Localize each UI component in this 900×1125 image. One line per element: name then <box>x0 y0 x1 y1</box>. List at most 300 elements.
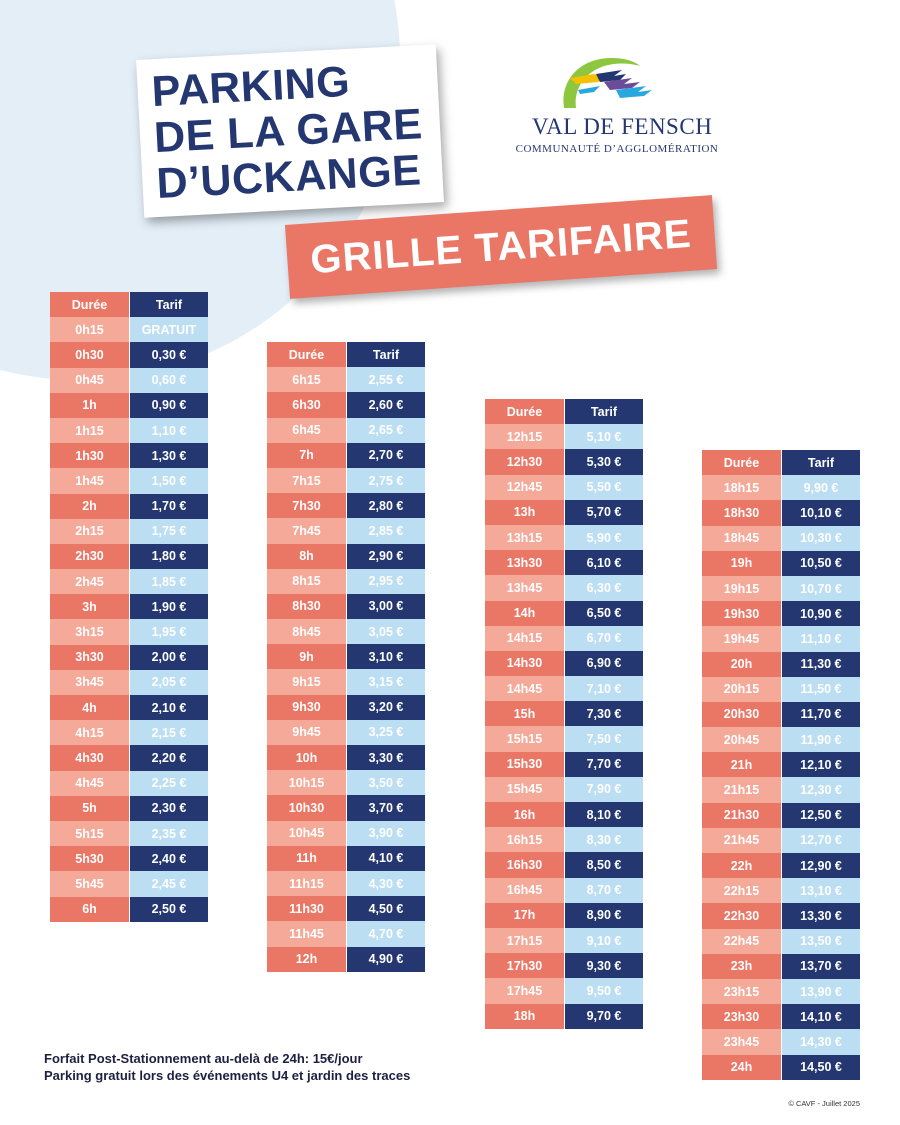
table-row <box>702 954 860 979</box>
table-row <box>485 802 643 827</box>
duration-cell: 23h45 <box>702 1029 781 1054</box>
logo-subtitle: COMMUNAUTÉ D’AGGLOMÉRATION <box>515 143 719 155</box>
table-row <box>485 575 643 600</box>
table-row <box>702 1004 860 1029</box>
tariff-cell: 1,30 € <box>129 443 208 468</box>
table-row <box>485 903 643 928</box>
table-header <box>50 292 208 317</box>
tariff-table-1 <box>50 292 208 922</box>
duration-cell: 8h <box>267 544 346 569</box>
duration-cell: 17h15 <box>485 928 564 953</box>
tariff-cell: 8,30 € <box>564 827 643 852</box>
table-row <box>50 619 208 644</box>
duration-cell: 21h45 <box>702 828 781 853</box>
header-duration: Durée <box>267 342 346 367</box>
duration-cell: 12h30 <box>485 449 564 474</box>
table-row <box>50 871 208 896</box>
table-row <box>702 677 860 702</box>
table-row <box>50 418 208 443</box>
table-row <box>267 947 425 972</box>
table-row <box>485 601 643 626</box>
table-row <box>267 720 425 745</box>
tariff-cell: 2,15 € <box>129 720 208 745</box>
tariff-cell: 9,30 € <box>564 953 643 978</box>
tariff-cell: 13,30 € <box>781 903 860 928</box>
tariff-cell: 7,50 € <box>564 726 643 751</box>
duration-cell: 3h45 <box>50 670 129 695</box>
duration-cell: 10h15 <box>267 770 346 795</box>
table-row <box>267 669 425 694</box>
tariff-cell: 7,90 € <box>564 777 643 802</box>
table-row <box>50 645 208 670</box>
tariff-cell: 3,20 € <box>346 695 425 720</box>
tariff-cell: 13,50 € <box>781 929 860 954</box>
duration-cell: 20h15 <box>702 677 781 702</box>
duration-cell: 8h30 <box>267 594 346 619</box>
tariff-cell: 9,70 € <box>564 1004 643 1029</box>
header-duration: Durée <box>702 450 781 475</box>
tariff-cell: 3,70 € <box>346 795 425 820</box>
table-row <box>485 726 643 751</box>
header-tariff: Tarif <box>564 399 643 424</box>
duration-cell: 13h <box>485 500 564 525</box>
tariff-cell: 2,55 € <box>346 367 425 392</box>
tariff-table-2 <box>267 342 425 972</box>
tariff-cell: 1,90 € <box>129 594 208 619</box>
table-row <box>50 342 208 367</box>
table-header <box>702 450 860 475</box>
tariff-cell: 1,85 € <box>129 569 208 594</box>
table-row <box>267 795 425 820</box>
duration-cell: 7h <box>267 443 346 468</box>
tariff-cell: GRATUIT <box>129 317 208 342</box>
tariff-cell: 11,30 € <box>781 652 860 677</box>
tariff-table-4 <box>702 450 860 1080</box>
tariff-cell: 2,20 € <box>129 745 208 770</box>
duration-cell: 1h30 <box>50 443 129 468</box>
duration-cell: 13h15 <box>485 525 564 550</box>
table-row <box>702 777 860 802</box>
duration-cell: 22h <box>702 853 781 878</box>
table-row <box>50 695 208 720</box>
table-row <box>267 871 425 896</box>
tariff-cell: 3,05 € <box>346 619 425 644</box>
duration-cell: 0h30 <box>50 342 129 367</box>
tariff-cell: 2,35 € <box>129 821 208 846</box>
tariff-cell: 2,25 € <box>129 771 208 796</box>
table-row <box>702 803 860 828</box>
tariff-cell: 2,95 € <box>346 569 425 594</box>
tariff-cell: 2,80 € <box>346 493 425 518</box>
table-row <box>50 821 208 846</box>
tariff-cell: 8,10 € <box>564 802 643 827</box>
tariff-cell: 3,10 € <box>346 644 425 669</box>
tariff-cell: 10,10 € <box>781 500 860 525</box>
tariff-cell: 13,90 € <box>781 979 860 1004</box>
table-row <box>702 853 860 878</box>
tariff-cell: 3,25 € <box>346 720 425 745</box>
table-header <box>267 342 425 367</box>
duration-cell: 20h <box>702 652 781 677</box>
header-duration: Durée <box>50 292 129 317</box>
duration-cell: 0h15 <box>50 317 129 342</box>
tariff-cell: 12,30 € <box>781 777 860 802</box>
table-row <box>50 544 208 569</box>
tariff-cell: 1,75 € <box>129 519 208 544</box>
tariff-cell: 1,70 € <box>129 494 208 519</box>
tariff-cell: 10,70 € <box>781 576 860 601</box>
table-row <box>702 551 860 576</box>
table-row <box>267 367 425 392</box>
duration-cell: 11h30 <box>267 896 346 921</box>
duration-cell: 20h45 <box>702 727 781 752</box>
table-row <box>485 878 643 903</box>
table-row <box>485 500 643 525</box>
logo-name: VAL DE FENSCH <box>532 114 713 139</box>
table-row <box>702 878 860 903</box>
duration-cell: 5h15 <box>50 821 129 846</box>
table-row <box>50 368 208 393</box>
table-row <box>50 720 208 745</box>
duration-cell: 23h30 <box>702 1004 781 1029</box>
tariff-cell: 1,10 € <box>129 418 208 443</box>
duration-cell: 18h15 <box>702 475 781 500</box>
tariff-cell: 6,30 € <box>564 575 643 600</box>
table-row <box>50 745 208 770</box>
duration-cell: 20h30 <box>702 702 781 727</box>
table-row <box>485 701 643 726</box>
duration-cell: 2h <box>50 494 129 519</box>
duration-cell: 19h45 <box>702 626 781 651</box>
duration-cell: 4h45 <box>50 771 129 796</box>
duration-cell: 7h45 <box>267 518 346 543</box>
table-row <box>50 771 208 796</box>
table-row <box>702 526 860 551</box>
tariff-cell: 10,30 € <box>781 526 860 551</box>
duration-cell: 14h <box>485 601 564 626</box>
duration-cell: 13h30 <box>485 550 564 575</box>
duration-cell: 9h15 <box>267 669 346 694</box>
duration-cell: 19h15 <box>702 576 781 601</box>
table-row <box>485 676 643 701</box>
table-row <box>485 651 643 676</box>
table-row <box>702 929 860 954</box>
tariff-cell: 3,50 € <box>346 770 425 795</box>
table-row <box>702 1029 860 1054</box>
tariff-cell: 4,50 € <box>346 896 425 921</box>
tariff-cell: 5,30 € <box>564 449 643 474</box>
table-row <box>267 594 425 619</box>
duration-cell: 17h30 <box>485 953 564 978</box>
duration-cell: 11h45 <box>267 921 346 946</box>
duration-cell: 2h30 <box>50 544 129 569</box>
tariff-cell: 12,70 € <box>781 828 860 853</box>
duration-cell: 0h45 <box>50 368 129 393</box>
tariff-cell: 7,30 € <box>564 701 643 726</box>
duration-cell: 11h <box>267 846 346 871</box>
table-row <box>267 443 425 468</box>
duration-cell: 12h15 <box>485 424 564 449</box>
table-row <box>702 601 860 626</box>
tariff-cell: 9,50 € <box>564 978 643 1003</box>
table-row <box>485 449 643 474</box>
duration-cell: 15h <box>485 701 564 726</box>
table-row <box>50 670 208 695</box>
table-row <box>485 953 643 978</box>
table-row <box>485 424 643 449</box>
table-row <box>702 828 860 853</box>
table-row <box>267 569 425 594</box>
table-row <box>267 896 425 921</box>
table-row <box>267 619 425 644</box>
duration-cell: 10h <box>267 745 346 770</box>
tariff-cell: 8,90 € <box>564 903 643 928</box>
title-line-3: D’UCKANGE <box>155 146 423 209</box>
table-row <box>267 921 425 946</box>
duration-cell: 19h30 <box>702 601 781 626</box>
table-row <box>50 569 208 594</box>
duration-cell: 6h <box>50 897 129 922</box>
table-row <box>50 443 208 468</box>
tariff-cell: 5,90 € <box>564 525 643 550</box>
duration-cell: 9h30 <box>267 695 346 720</box>
duration-cell: 18h30 <box>702 500 781 525</box>
table-header <box>485 399 643 424</box>
tariff-cell: 11,10 € <box>781 626 860 651</box>
table-row <box>702 500 860 525</box>
tariff-cell: 0,30 € <box>129 342 208 367</box>
table-row <box>50 796 208 821</box>
table-row <box>50 317 208 342</box>
tariff-cell: 4,70 € <box>346 921 425 946</box>
tariff-cell: 1,50 € <box>129 468 208 493</box>
header-tariff: Tarif <box>129 292 208 317</box>
duration-cell: 2h15 <box>50 519 129 544</box>
val-de-fensch-logo <box>512 52 722 162</box>
duration-cell: 14h45 <box>485 676 564 701</box>
tariff-cell: 14,30 € <box>781 1029 860 1054</box>
tariff-cell: 2,60 € <box>346 392 425 417</box>
tariff-cell: 3,30 € <box>346 745 425 770</box>
duration-cell: 17h45 <box>485 978 564 1003</box>
table-row <box>485 978 643 1003</box>
duration-cell: 10h30 <box>267 795 346 820</box>
tariff-cell: 11,70 € <box>781 702 860 727</box>
tariff-cell: 12,10 € <box>781 752 860 777</box>
table-row <box>267 644 425 669</box>
duration-cell: 17h <box>485 903 564 928</box>
duration-cell: 18h45 <box>702 526 781 551</box>
duration-cell: 16h45 <box>485 878 564 903</box>
duration-cell: 22h15 <box>702 878 781 903</box>
duration-cell: 3h30 <box>50 645 129 670</box>
duration-cell: 8h45 <box>267 619 346 644</box>
duration-cell: 21h30 <box>702 803 781 828</box>
duration-cell: 5h <box>50 796 129 821</box>
duration-cell: 7h30 <box>267 493 346 518</box>
duration-cell: 5h30 <box>50 846 129 871</box>
duration-cell: 6h45 <box>267 418 346 443</box>
footnotes <box>44 1050 410 1084</box>
table-row <box>267 745 425 770</box>
table-row <box>702 903 860 928</box>
duration-cell: 15h45 <box>485 777 564 802</box>
duration-cell: 10h45 <box>267 821 346 846</box>
tariff-cell: 1,95 € <box>129 619 208 644</box>
copyright: © CAVF - Juillet 2025 <box>788 1099 860 1108</box>
table-row <box>267 468 425 493</box>
duration-cell: 8h15 <box>267 569 346 594</box>
tariff-cell: 2,75 € <box>346 468 425 493</box>
table-row <box>267 493 425 518</box>
tariff-cell: 13,10 € <box>781 878 860 903</box>
table-row <box>50 468 208 493</box>
tariff-cell: 4,90 € <box>346 947 425 972</box>
header-tariff: Tarif <box>346 342 425 367</box>
table-row <box>267 518 425 543</box>
table-row <box>485 475 643 500</box>
duration-cell: 4h <box>50 695 129 720</box>
tariff-cell: 14,50 € <box>781 1055 860 1080</box>
duration-cell: 11h15 <box>267 871 346 896</box>
tariff-cell: 2,40 € <box>129 846 208 871</box>
tariff-cell: 2,10 € <box>129 695 208 720</box>
tariff-cell: 2,00 € <box>129 645 208 670</box>
duration-cell: 13h45 <box>485 575 564 600</box>
tariff-cell: 9,10 € <box>564 928 643 953</box>
duration-cell: 6h15 <box>267 367 346 392</box>
duration-cell: 12h45 <box>485 475 564 500</box>
duration-cell: 16h30 <box>485 852 564 877</box>
table-row <box>702 1055 860 1080</box>
footnote-events: Parking gratuit lors des événements U4 et jardin des traces <box>44 1068 411 1083</box>
title-line-2: DE LA GARE <box>152 100 424 163</box>
table-row <box>267 544 425 569</box>
tariff-cell: 5,10 € <box>564 424 643 449</box>
duration-cell: 23h <box>702 954 781 979</box>
table-row <box>267 695 425 720</box>
tariff-cell: 5,70 € <box>564 500 643 525</box>
table-row <box>702 702 860 727</box>
tariff-cell: 2,30 € <box>129 796 208 821</box>
header-tariff: Tarif <box>781 450 860 475</box>
duration-cell: 16h15 <box>485 827 564 852</box>
tariff-cell: 3,90 € <box>346 821 425 846</box>
duration-cell: 1h45 <box>50 468 129 493</box>
tariff-cell: 7,70 € <box>564 752 643 777</box>
tariff-cell: 10,50 € <box>781 551 860 576</box>
duration-cell: 18h <box>485 1004 564 1029</box>
tariff-cell: 1,80 € <box>129 544 208 569</box>
table-row <box>267 770 425 795</box>
tariff-table-3 <box>485 399 643 1029</box>
duration-cell: 3h <box>50 594 129 619</box>
tariff-cell: 8,50 € <box>564 852 643 877</box>
tariff-cell: 6,90 € <box>564 651 643 676</box>
tariff-cell: 10,90 € <box>781 601 860 626</box>
duration-cell: 22h30 <box>702 903 781 928</box>
tariff-cell: 6,10 € <box>564 550 643 575</box>
logo-waves-icon <box>556 52 656 116</box>
table-row <box>485 777 643 802</box>
tariff-cell: 3,00 € <box>346 594 425 619</box>
duration-cell: 6h30 <box>267 392 346 417</box>
tariff-cell: 5,50 € <box>564 475 643 500</box>
tariff-cell: 2,05 € <box>129 670 208 695</box>
tariff-cell: 12,50 € <box>781 803 860 828</box>
title-card <box>136 44 444 217</box>
duration-cell: 16h <box>485 802 564 827</box>
tariff-cell: 2,45 € <box>129 871 208 896</box>
table-row <box>485 1004 643 1029</box>
tariff-cell: 8,70 € <box>564 878 643 903</box>
duration-cell: 2h45 <box>50 569 129 594</box>
duration-cell: 1h15 <box>50 418 129 443</box>
table-row <box>702 652 860 677</box>
table-row <box>485 550 643 575</box>
table-row <box>702 752 860 777</box>
table-row <box>702 626 860 651</box>
duration-cell: 12h <box>267 947 346 972</box>
tariff-cell: 0,60 € <box>129 368 208 393</box>
table-row <box>50 519 208 544</box>
tariff-cell: 2,50 € <box>129 897 208 922</box>
banner-label: GRILLE TARIFAIRE <box>308 211 693 282</box>
duration-cell: 7h15 <box>267 468 346 493</box>
tariff-cell: 14,10 € <box>781 1004 860 1029</box>
duration-cell: 1h <box>50 393 129 418</box>
table-row <box>50 897 208 922</box>
duration-cell: 21h15 <box>702 777 781 802</box>
table-row <box>267 392 425 417</box>
duration-cell: 24h <box>702 1055 781 1080</box>
tariff-cell: 6,70 € <box>564 626 643 651</box>
duration-cell: 14h15 <box>485 626 564 651</box>
tariff-cell: 9,90 € <box>781 475 860 500</box>
tariff-cell: 7,10 € <box>564 676 643 701</box>
tariff-cell: 2,65 € <box>346 418 425 443</box>
tariff-cell: 4,30 € <box>346 871 425 896</box>
table-row <box>702 576 860 601</box>
tariff-cell: 6,50 € <box>564 601 643 626</box>
header-duration: Durée <box>485 399 564 424</box>
table-row <box>50 494 208 519</box>
table-row <box>267 418 425 443</box>
duration-cell: 9h45 <box>267 720 346 745</box>
duration-cell: 4h30 <box>50 745 129 770</box>
tariff-cell: 11,90 € <box>781 727 860 752</box>
tariff-cell: 2,70 € <box>346 443 425 468</box>
table-row <box>485 626 643 651</box>
tariff-cell: 0,90 € <box>129 393 208 418</box>
duration-cell: 14h30 <box>485 651 564 676</box>
table-row <box>267 821 425 846</box>
tariff-cell: 12,90 € <box>781 853 860 878</box>
table-row <box>50 594 208 619</box>
table-row <box>702 979 860 1004</box>
table-row <box>485 827 643 852</box>
duration-cell: 19h <box>702 551 781 576</box>
tariff-cell: 2,85 € <box>346 518 425 543</box>
duration-cell: 4h15 <box>50 720 129 745</box>
title-line-1: PARKING <box>150 57 352 117</box>
duration-cell: 3h15 <box>50 619 129 644</box>
duration-cell: 15h15 <box>485 726 564 751</box>
tariff-cell: 2,90 € <box>346 544 425 569</box>
table-row <box>702 475 860 500</box>
tariff-cell: 11,50 € <box>781 677 860 702</box>
tariff-cell: 13,70 € <box>781 954 860 979</box>
